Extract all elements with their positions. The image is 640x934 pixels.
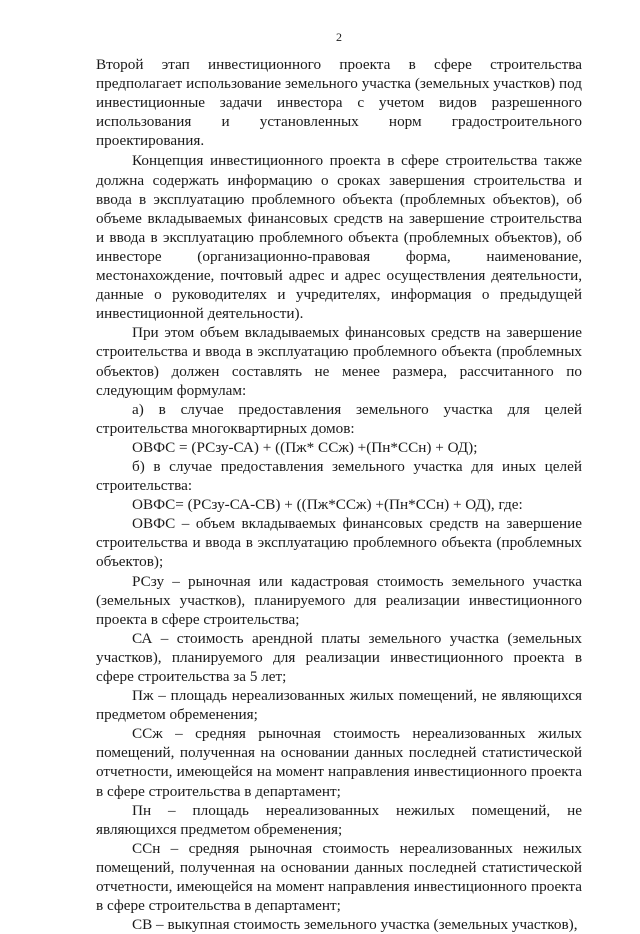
definition-ovfs: ОВФС – объем вкладываемых финансовых средств на завершение строительства и ввода в эксплуатацию проблемного объекта (проблемных объектов); — [96, 515, 582, 571]
paragraph-case-a: а) в случае предоставления земельного участка для целей строительства многоквартирных домов: — [96, 400, 582, 437]
formula-a: ОВФС = (РСзу-СА) + ((Пж* ССж) +(Пн*ССн) + ОД); — [132, 438, 478, 456]
paragraph-case-b: б) в случае предоставления земельного участка для иных целей строительства: — [96, 457, 582, 495]
definition-sszh: ССж – средняя рыночная стоимость нереализованных жилых помещений, полученная на основании данных последней статистической отчетности, имеющейся на момент направления инвестиционного проекта в сфере строительства в департамент; — [96, 725, 582, 800]
paragraph-concept: Концепция инвестиционного проекта в сфере строительства также должна содержать информацию о сроках завершения строительства и ввода в эксплуатацию проблемного объекта (проблемных объектов), об объеме вкладываемых финансовых средств на завершение строительства и ввода в эксплуатацию проблемного объекта (проблемных объектов), об инвесторе (организационно-правовая форма, наименование, местонахождение, почтовый адрес и адрес осуществления деятельности, данные о руководителях и учредителях, информация о предыдущей инвестиционной деятельности). — [96, 152, 582, 323]
definition-ssn: ССн – средняя рыночная стоимость нереализованных нежилых помещений, полученная на основании данных последней статистической отчетности, имеющейся на момент направления инвестиционного проекта в сфере строительства в департамент; — [96, 839, 582, 915]
page-number: 2 — [336, 30, 342, 44]
definition-sa: СА – стоимость арендной платы земельного участка (земельных участков), планируемого для реализации инвестиционного проекта в сфере строительства за 5 лет; — [96, 629, 582, 685]
paragraph-volume: При этом объем вкладываемых финансовых средств на завершение строительства и ввода в эксплуатацию проблемного объекта (проблемных объектов) должен составлять не менее размера, рассчитанного по следующим формулам: — [96, 324, 582, 399]
definition-rszu: РСзу – рыночная или кадастровая стоимость земельного участка (земельных участков), планируемого для реализации инвестиционного проекта в сфере строительства; — [96, 572, 582, 628]
definition-sv: СВ – выкупная стоимость земельного участка (земельных участков), — [132, 916, 578, 934]
formula-b: ОВФС= (РСзу-СА-СВ) + ((Пж*ССж) +(Пн*ССн) + ОД), где: — [132, 496, 523, 514]
paragraph-second-stage: Второй этап инвестиционного проекта в сфере строительства предполагает использование земельного участка (земельных участков) под инвестиционные задачи инвестора с учетом видов разрешенного использования и установленных норм градостроительного проектирования. — [96, 56, 582, 150]
definition-pn: Пн – площадь нереализованных нежилых помещений, не являющихся предметом обременения; — [96, 801, 582, 838]
definition-pzh: Пж – площадь нереализованных жилых помещений, не являющихся предметом обременения; — [96, 687, 582, 724]
